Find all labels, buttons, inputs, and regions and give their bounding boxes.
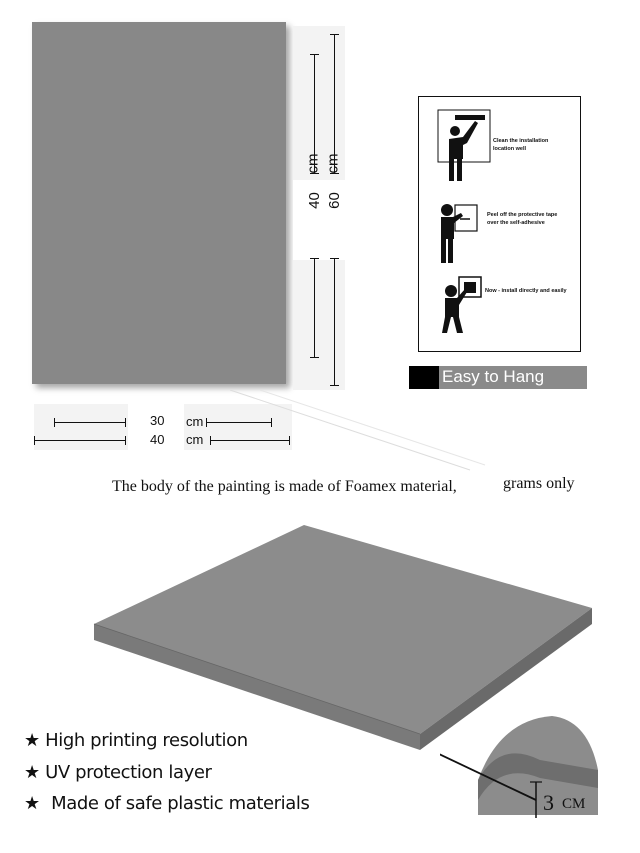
feature-label: Made of safe plastic materials (51, 793, 310, 814)
feature-2 (24, 762, 212, 783)
easy-to-hang-accent (409, 366, 439, 389)
thickness-value: 3 (543, 790, 554, 815)
decorative-lines (200, 390, 490, 480)
width-inner-line (54, 422, 126, 423)
star-icon: ★ (24, 730, 40, 751)
height-outer-unit: cm (324, 153, 342, 174)
hang-painting-icon (441, 275, 487, 335)
width-inner-value: 30 (150, 413, 165, 428)
height-inner-value: 40 (305, 192, 323, 209)
thickness-unit: CM (562, 796, 586, 812)
step-peel-text: Peel off the protective tape over the self-adhesive (487, 212, 558, 226)
feature-1 (24, 730, 248, 751)
width-outer-value: 40 (150, 432, 165, 447)
feature-3 (24, 793, 310, 814)
star-icon: ★ (24, 762, 40, 783)
easy-to-hang-label: Easy to Hang (442, 367, 545, 386)
height-outer-value: 60 (325, 192, 343, 209)
width-outer-unit: cm (186, 432, 204, 447)
weight-text: grams only (503, 475, 575, 492)
feature-label: High printing resolution (45, 730, 248, 751)
peel-tape-icon (439, 203, 485, 265)
height-outer-line-lower (334, 258, 335, 386)
panel-front-view (32, 22, 286, 384)
feature-label: UV protection layer (45, 762, 212, 783)
material-text: The body of the painting is made of Foamex material, (112, 478, 457, 495)
height-inner-unit: cm (304, 153, 322, 174)
star-icon: ★ (24, 793, 40, 814)
height-inner-line-lower (314, 258, 315, 358)
clean-wall-icon (437, 109, 493, 183)
thickness-detail (440, 700, 640, 830)
step-clean-text: Clean the installation location well (493, 138, 549, 152)
width-inner-unit: cm (186, 414, 204, 429)
step-install-text: Now - install directly and easily (485, 288, 567, 294)
installation-guide (418, 96, 581, 352)
width-outer-line (34, 440, 126, 441)
